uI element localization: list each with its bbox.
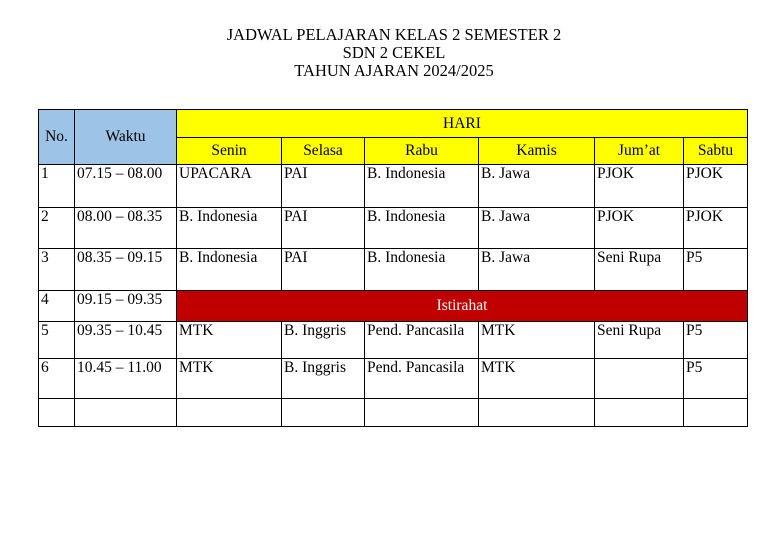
row-time: 09.35 – 10.45 <box>75 322 177 359</box>
header-days: HARI <box>177 110 748 138</box>
schedule-table <box>38 109 748 427</box>
row-number: 2 <box>39 208 75 249</box>
subject-cell: UPACARA <box>177 165 282 208</box>
table-row-break <box>39 291 748 322</box>
day-header: Sabtu <box>684 138 748 165</box>
empty-cell <box>595 399 684 427</box>
day-header: Selasa <box>282 138 365 165</box>
row-number: 5 <box>39 322 75 359</box>
subject-cell: B. Indonesia <box>365 165 479 208</box>
subject-cell: B. Indonesia <box>177 249 282 291</box>
subject-cell: MTK <box>479 322 595 359</box>
subject-cell: PJOK <box>595 208 684 249</box>
subject-cell: MTK <box>177 359 282 399</box>
row-number: 6 <box>39 359 75 399</box>
table-row <box>39 249 748 291</box>
row-time: 10.45 – 11.00 <box>75 359 177 399</box>
day-header: Rabu <box>365 138 479 165</box>
subject-cell: PAI <box>282 165 365 208</box>
subject-cell: B. Inggris <box>282 322 365 359</box>
title-line-1: JADWAL PELAJARAN KELAS 2 SEMESTER 2 <box>226 25 562 44</box>
subject-cell: PJOK <box>684 165 748 208</box>
subject-cell: PJOK <box>684 208 748 249</box>
subject-cell: PAI <box>282 208 365 249</box>
day-header: Senin <box>177 138 282 165</box>
row-time: 07.15 – 08.00 <box>75 165 177 208</box>
empty-cell <box>684 399 748 427</box>
subject-cell: B. Indonesia <box>177 208 282 249</box>
subject-cell: P5 <box>684 322 748 359</box>
break-label: Istirahat <box>177 291 748 322</box>
subject-cell: MTK <box>177 322 282 359</box>
subject-cell: Pend. Pancasila <box>365 322 479 359</box>
subject-cell: Pend. Pancasila <box>365 359 479 399</box>
subject-cell: B. Jawa <box>479 165 595 208</box>
subject-cell: MTK <box>479 359 595 399</box>
subject-cell: B. Inggris <box>282 359 365 399</box>
subject-cell: B. Jawa <box>479 249 595 291</box>
subject-cell: P5 <box>684 359 748 399</box>
subject-cell: B. Indonesia <box>365 249 479 291</box>
empty-cell <box>75 399 177 427</box>
row-number: 4 <box>39 291 75 322</box>
header-time: Waktu <box>75 110 177 165</box>
day-header: Kamis <box>479 138 595 165</box>
table-row-empty <box>39 399 748 427</box>
header-no: No. <box>39 110 75 165</box>
header-row-1 <box>39 110 748 138</box>
subject-cell <box>595 359 684 399</box>
row-time: 08.00 – 08.35 <box>75 208 177 249</box>
title-line-3: TAHUN AJARAN 2024/2025 <box>294 61 494 80</box>
subject-cell: Seni Rupa <box>595 322 684 359</box>
empty-cell <box>479 399 595 427</box>
row-number: 1 <box>39 165 75 208</box>
table-row <box>39 165 748 208</box>
subject-cell: B. Indonesia <box>365 208 479 249</box>
subject-cell: P5 <box>684 249 748 291</box>
row-number: 3 <box>39 249 75 291</box>
document-title <box>0 26 768 80</box>
empty-cell <box>365 399 479 427</box>
empty-cell <box>282 399 365 427</box>
row-time: 08.35 – 09.15 <box>75 249 177 291</box>
row-time: 09.15 – 09.35 <box>75 291 177 322</box>
table-row <box>39 359 748 399</box>
empty-cell <box>39 399 75 427</box>
subject-cell: B. Jawa <box>479 208 595 249</box>
subject-cell: PAI <box>282 249 365 291</box>
title-line-2: SDN 2 CEKEL <box>342 43 446 62</box>
table-row <box>39 208 748 249</box>
subject-cell: Seni Rupa <box>595 249 684 291</box>
empty-cell <box>177 399 282 427</box>
day-header: Jum’at <box>595 138 684 165</box>
table-row <box>39 322 748 359</box>
subject-cell: PJOK <box>595 165 684 208</box>
